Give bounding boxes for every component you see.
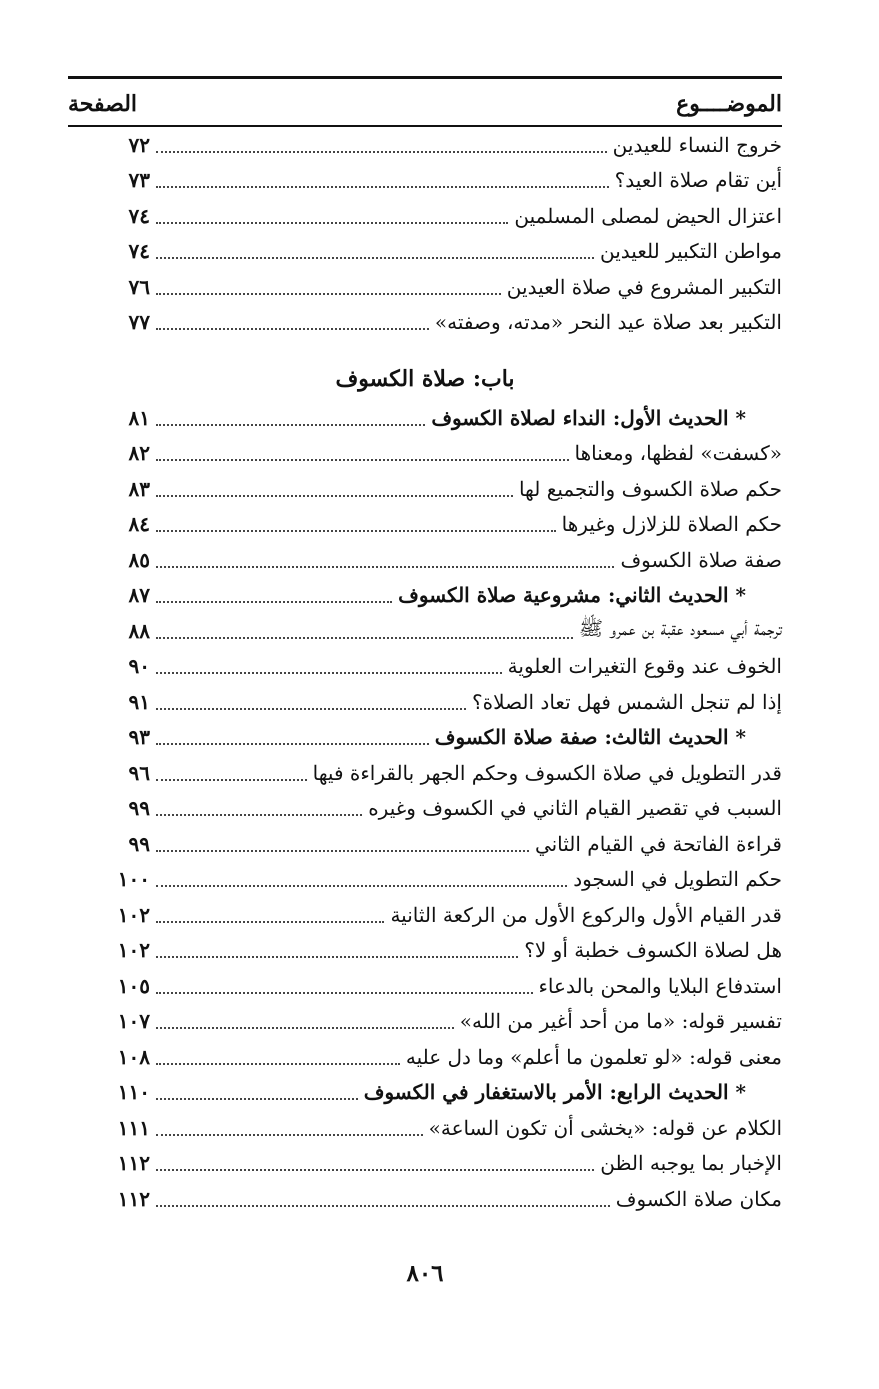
entry-page: ١١٠ (117, 1080, 150, 1105)
toc-entry (68, 436, 782, 472)
toc-entry (68, 684, 782, 720)
entry-title: اعتزال الحيض لمصلى المسلمين (514, 203, 782, 228)
entry-page: ١٠٠ (117, 867, 150, 892)
toc-entry (68, 163, 782, 199)
toc-entry (68, 1146, 782, 1182)
dot-leader (156, 814, 362, 816)
dot-leader (156, 708, 466, 710)
topic-column-label: الموضــــوع (676, 91, 782, 117)
dot-leader (156, 1134, 423, 1136)
entry-page: ٩٦ (128, 760, 150, 785)
dot-leader (156, 566, 614, 568)
entry-page: ٩٣ (128, 725, 150, 750)
entry-page: ٧٢ (128, 132, 150, 157)
dot-leader (156, 151, 607, 153)
entry-title: مكان صلاة الكسوف (615, 1186, 782, 1211)
entry-title: «كسفت» لفظها، ومعناها (574, 441, 782, 466)
toc-entry (68, 649, 782, 685)
toc-entry (68, 1004, 782, 1040)
dot-leader (156, 601, 392, 603)
entry-page: ١١١ (117, 1115, 150, 1140)
entry-page: ١١٢ (117, 1186, 150, 1211)
toc-hadith-heading (68, 720, 782, 756)
dot-leader (156, 186, 609, 188)
page-column-label: الصفحة (68, 91, 138, 117)
entry-title: حكم صلاة الكسوف والتجميع لها (518, 476, 782, 501)
toc-hadith-heading (68, 400, 782, 436)
toc-entry (68, 542, 782, 578)
toc-hadith-heading (68, 1075, 782, 1111)
toc-entry (68, 613, 782, 649)
entry-title: التكبير بعد صلاة عيد النحر «مدته، وصفته» (434, 310, 782, 335)
toc-entry (68, 269, 782, 305)
dot-leader (156, 1027, 454, 1029)
dot-leader (156, 779, 307, 781)
toc-list (68, 127, 782, 1217)
top-rule (68, 76, 782, 79)
toc-entry (68, 968, 782, 1004)
dot-leader (156, 672, 502, 674)
entry-title: الإخبار بما يوجبه الظن (600, 1151, 782, 1176)
entry-title: الخوف عند وقوع التغيرات العلوية (507, 654, 782, 679)
entry-title: معنى قوله: «لو تعلمون ما أعلم» وما دل عليه (405, 1044, 782, 1069)
toc-hadith-heading (68, 578, 782, 614)
entry-page: ١٠٨ (117, 1044, 150, 1069)
entry-title: قراءة الفاتحة في القيام الثاني (534, 831, 782, 856)
entry-page: ٧٦ (128, 274, 150, 299)
entry-title: التكبير المشروع في صلاة العيدين (506, 274, 782, 299)
toc-entry (68, 755, 782, 791)
entry-page: ٨٨ (128, 618, 150, 643)
entry-title: إذا لم تنجل الشمس فهل تعاد الصلاة؟ (472, 689, 782, 714)
entry-page: ٨١ (128, 405, 150, 430)
entry-title: * الحديث الأول: النداء لصلاة الكسوف (431, 405, 746, 430)
entry-page: ٨٣ (128, 476, 150, 501)
toc-entry (68, 507, 782, 543)
entry-page: ١٠٢ (117, 938, 150, 963)
dot-leader (156, 637, 573, 639)
entry-page: ٩٠ (128, 654, 150, 679)
entry-title: قدر التطويل في صلاة الكسوف وحكم الجهر بالقراءة فيها (312, 760, 782, 785)
section-title: باب: صلاة الكسوف (335, 366, 515, 392)
toc-entry (68, 1181, 782, 1217)
entry-page: ٨٢ (128, 441, 150, 466)
toc-entry (68, 862, 782, 898)
toc-header (68, 84, 782, 124)
entry-page: ٩٩ (128, 796, 150, 821)
dot-leader (156, 495, 513, 497)
dot-leader (156, 1063, 400, 1065)
entry-page: ٧٧ (128, 310, 150, 335)
dot-leader (156, 850, 529, 852)
toc-entry (68, 1110, 782, 1146)
entry-page: ١٠٥ (117, 973, 150, 998)
entry-title: صفة صلاة الكسوف (620, 547, 782, 572)
entry-title: السبب في تقصير القيام الثاني في الكسوف وغيره (368, 796, 782, 821)
entry-title: الكلام عن قوله: «يخشى أن تكون الساعة» (428, 1115, 782, 1140)
page-number: ٨٠٦ (406, 1260, 444, 1287)
toc-page (68, 0, 782, 1389)
dot-leader (156, 293, 501, 295)
entry-title: تفسير قوله: «ما من أحد أغير من الله» (459, 1009, 782, 1034)
entry-title: ترجمة أبي مسعود عقبة بن عمرو ﷺ (578, 616, 782, 641)
entry-title: * الحديث الثاني: مشروعية صلاة الكسوف (398, 583, 746, 608)
entry-title: مواطن التكبير للعيدين (600, 239, 782, 264)
toc-entry (68, 198, 782, 234)
entry-page: ٨٤ (128, 512, 150, 537)
dot-leader (156, 885, 567, 887)
toc-entry (68, 933, 782, 969)
dot-leader (156, 424, 425, 426)
toc-entry (68, 791, 782, 827)
entry-title: استدفاع البلايا والمحن بالدعاء (538, 973, 782, 998)
dot-leader (156, 1169, 594, 1171)
dot-leader (156, 328, 429, 330)
entry-title: هل لصلاة الكسوف خطبة أو لا؟ (524, 938, 782, 963)
entry-title: حكم التطويل في السجود (573, 867, 782, 892)
section-heading (68, 340, 782, 400)
dot-leader (156, 530, 556, 532)
dot-leader (156, 921, 384, 923)
entry-title: أين تقام صلاة العيد؟ (614, 168, 782, 193)
toc-entry (68, 234, 782, 270)
entry-page: ١٠٧ (117, 1009, 150, 1034)
entry-page: ٧٤ (128, 203, 150, 228)
dot-leader (156, 1205, 610, 1207)
entry-page: ٩٩ (128, 831, 150, 856)
dot-leader (156, 257, 594, 259)
entry-title: * الحديث الثالث: صفة صلاة الكسوف (434, 725, 746, 750)
entry-page: ١١٢ (117, 1151, 150, 1176)
toc-entry (68, 471, 782, 507)
toc-entry (68, 1039, 782, 1075)
entry-page: ٩١ (128, 689, 150, 714)
dot-leader (156, 956, 518, 958)
entry-page: ٧٣ (128, 168, 150, 193)
entry-title: قدر القيام الأول والركوع الأول من الركعة الثانية (390, 902, 782, 927)
dot-leader (156, 459, 569, 461)
entry-page: ٨٧ (128, 583, 150, 608)
dot-leader (156, 992, 533, 994)
entry-page: ٧٤ (128, 239, 150, 264)
entry-title: * الحديث الرابع: الأمر بالاستغفار في الكسوف (363, 1080, 746, 1105)
toc-entry (68, 897, 782, 933)
dot-leader (156, 1098, 358, 1100)
entry-page: ٨٥ (128, 547, 150, 572)
entry-title: خروج النساء للعيدين (612, 132, 782, 157)
dot-leader (156, 743, 429, 745)
dot-leader (156, 222, 508, 224)
entry-page: ١٠٢ (117, 902, 150, 927)
entry-title: حكم الصلاة للزلازل وغيرها (561, 512, 782, 537)
toc-entry (68, 826, 782, 862)
toc-entry (68, 305, 782, 341)
toc-entry (68, 127, 782, 163)
